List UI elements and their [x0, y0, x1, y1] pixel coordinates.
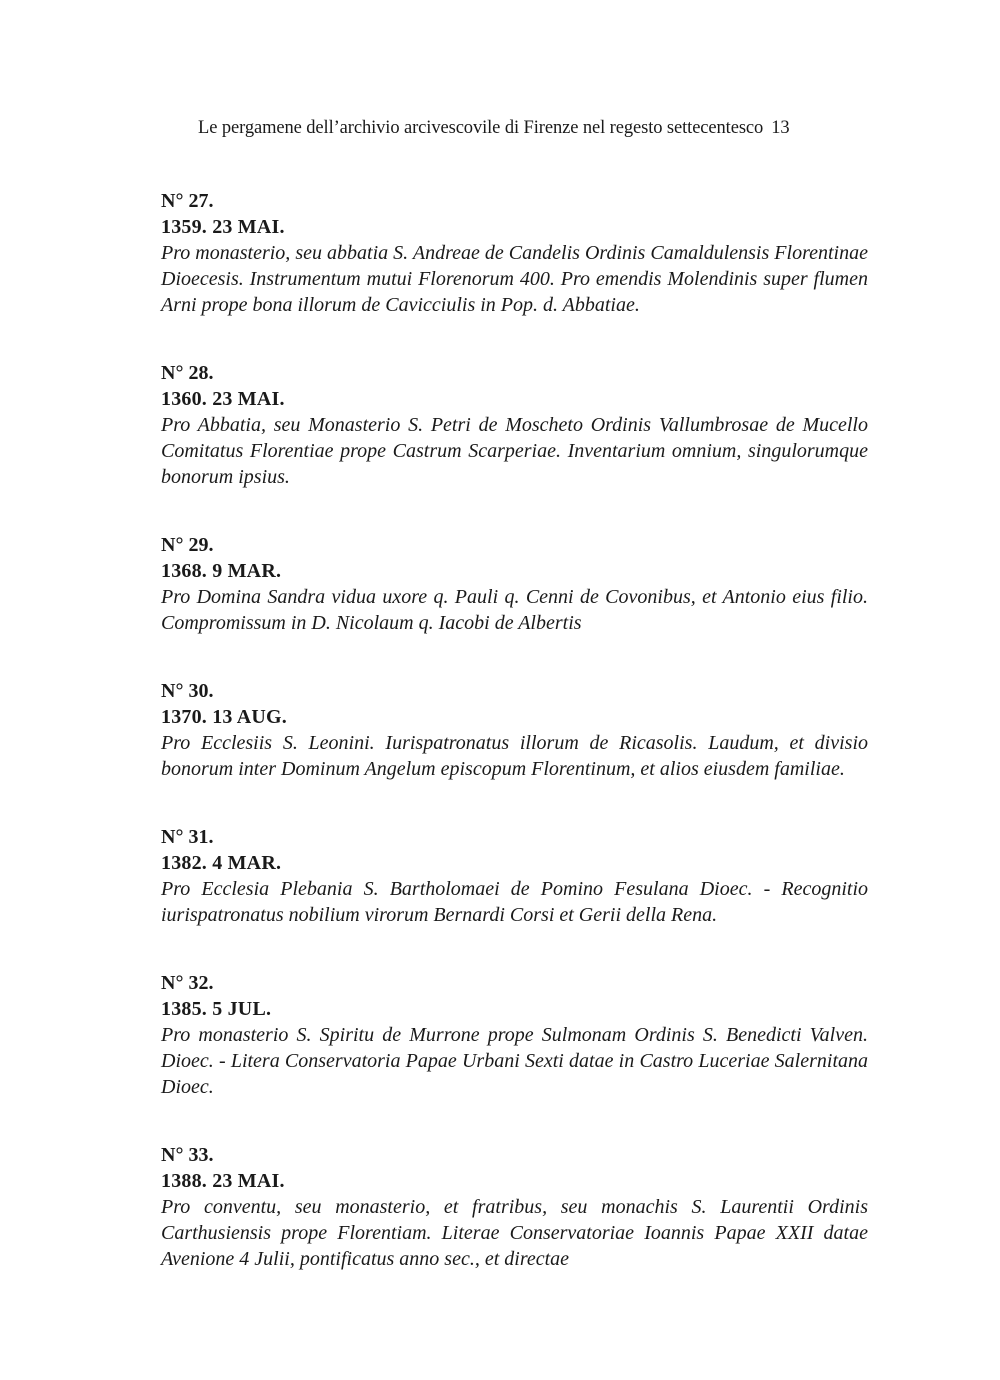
entry-date: 1388. 23 MAI.	[161, 1170, 285, 1192]
entry-text: Pro conventu, seu monasterio, et fratribus, seu monachis S. Laurentii Ordinis Carthusiensis prope Florentiam. Literae Conservatoriae Ioannis Papae XXII datae Avenione 4 Julii, pontificatus anno sec., et directae	[161, 1196, 868, 1270]
entry-number: N° 27.	[161, 190, 214, 212]
entry-date: 1370. 13 AUG.	[161, 706, 287, 728]
entry-27	[161, 188, 868, 318]
entry-date: 1360. 23 MAI.	[161, 388, 285, 410]
entry-date: 1359. 23 MAI.	[161, 216, 285, 238]
entry-text: Pro Ecclesia Plebania S. Bartholomaei de Pomino Fesulana Dioec. - Recognitio iurispatronatus nobilium virorum Bernardi Corsi et Gerii della Rena.	[161, 878, 868, 926]
entry-text: Pro Ecclesiis S. Leonini. Iurispatronatus illorum de Ricasolis. Laudum, et divisio bonorum inter Dominum Angelum episcopum Florentinum, et alios eiusdem familiae.	[161, 732, 868, 780]
entry-28	[161, 360, 868, 490]
running-header	[198, 118, 878, 139]
entry-date: 1385. 5 JUL.	[161, 998, 272, 1020]
entry-number: N° 28.	[161, 362, 214, 384]
entry-number: N° 33.	[161, 1144, 214, 1166]
entry-30	[161, 678, 868, 782]
entry-date: 1382. 4 MAR.	[161, 852, 282, 874]
entry-29	[161, 532, 868, 636]
entry-33	[161, 1142, 868, 1272]
entry-number: N° 29.	[161, 534, 214, 556]
entry-text: Pro Domina Sandra vidua uxore q. Pauli q. Cenni de Covonibus, et Antonio eius filio. Compromissum in D. Nicolaum q. Iacobi de Albertis	[161, 586, 868, 634]
entry-31	[161, 824, 868, 928]
entry-text: Pro monasterio S. Spiritu de Murrone prope Sulmonam Ordinis S. Benedicti Valven. Dioec. - Litera Conservatoria Papae Urbani Sexti datae in Castro Luceriae Salernitana Dioec.	[161, 1024, 868, 1098]
entry-date: 1368. 9 MAR.	[161, 560, 282, 582]
page-number: 13	[771, 118, 790, 138]
entry-number: N° 32.	[161, 972, 214, 994]
entries-list	[161, 188, 868, 1314]
entry-text: Pro monasterio, seu abbatia S. Andreae de Candelis Ordinis Camaldulensis Florentinae Dioecesis. Instrumentum mutui Florenorum 400. Pro emendis Molendinis super flumen Arni prope bona illorum de Cavicciulis in Pop. d. Abbatiae.	[161, 242, 868, 316]
entry-number: N° 30.	[161, 680, 214, 702]
running-header-title: Le pergamene dell’archivio arcivescovile di Firenze nel regesto settecentesco	[198, 118, 764, 138]
entry-text: Pro Abbatia, seu Monasterio S. Petri de Moscheto Ordinis Vallumbrosae de Mucello Comitatus Florentiae prope Castrum Scarperiae. Inventarium omnium, singulorumque bonorum ipsius.	[161, 414, 868, 488]
entry-32	[161, 970, 868, 1100]
entry-number: N° 31.	[161, 826, 214, 848]
